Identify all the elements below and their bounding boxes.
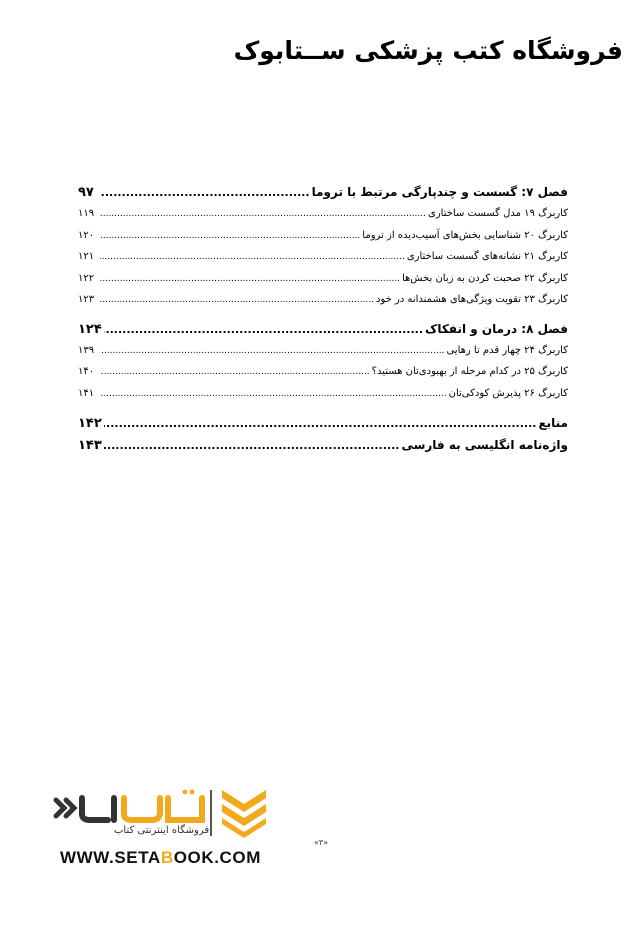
toc-item[interactable] xyxy=(78,361,568,383)
toc-page-number: ۱۲۳ xyxy=(78,294,95,305)
toc-item-title: کاربرگ ۲۱ نشانه‌های گسست ساختاری xyxy=(406,251,568,262)
setabook-logo[interactable] xyxy=(52,784,274,842)
toc-page-number: ۹۷ xyxy=(78,185,94,200)
toc-chapter-title: منابع xyxy=(538,416,568,430)
toc-leader-dots xyxy=(104,413,537,435)
toc-item-title: کاربرگ ۱۹ مدل گسست ساختاری xyxy=(428,208,568,219)
toc-item[interactable] xyxy=(78,268,568,290)
toc-leader-dots xyxy=(104,319,423,341)
toc-chapter-title: فصل ۷: گسست و چندپارگی مرتبط با تروما xyxy=(311,185,568,199)
toc-item-title: کاربرگ ۲۰ شناسایی بخش‌های آسیب‌دیده از تروما xyxy=(362,229,568,241)
toc-leader-dots xyxy=(100,384,447,406)
website-suffix: OOK.COM xyxy=(173,848,262,867)
toc-page-number: ۱۴۳ xyxy=(78,438,102,453)
toc-page-number: ۱۳۹ xyxy=(78,344,95,356)
toc-page-number: ۱۲۴ xyxy=(78,321,102,337)
table-of-contents xyxy=(78,181,568,456)
toc-item[interactable] xyxy=(78,340,568,362)
logo-chevron-icon xyxy=(222,790,266,838)
toc-item[interactable] xyxy=(78,225,568,247)
toc-page-number: ۱۴۱ xyxy=(78,387,95,399)
toc-references[interactable] xyxy=(78,412,568,434)
toc-page-number: ۱۲۰ xyxy=(78,229,95,241)
toc-chapter-title: واژه‌نامه انگلیسی به فارسی xyxy=(401,438,568,452)
toc-leader-dots xyxy=(100,290,374,312)
toc-page-number: ۱۱۹ xyxy=(78,208,95,219)
toc-item[interactable] xyxy=(78,203,568,225)
toc-spacer xyxy=(78,404,568,412)
website-url[interactable] xyxy=(60,848,261,868)
website-prefix: WWW.SETA xyxy=(60,848,161,867)
logo-divider xyxy=(210,790,212,836)
logo-wordmark-icon xyxy=(56,790,202,820)
toc-item[interactable] xyxy=(78,246,568,268)
toc-leader-dots xyxy=(100,247,405,269)
toc-leader-dots xyxy=(100,182,310,204)
toc-page-number: ۱۲۲ xyxy=(78,272,95,284)
toc-page-number: ۱۴۰ xyxy=(78,366,95,377)
toc-chapter-8[interactable] xyxy=(78,318,568,340)
toc-leader-dots xyxy=(100,204,426,226)
toc-item-title: کاربرگ ۲۳ تقویت ویژگی‌های هشمندانه در خود xyxy=(376,294,568,305)
toc-leader-dots xyxy=(100,226,360,248)
toc-chapter-title: فصل ۸: درمان و انفکاک xyxy=(425,321,568,336)
toc-item-title: کاربرگ ۲۲ صحبت کردن به زبان بخش‌ها xyxy=(401,272,568,284)
toc-glossary[interactable] xyxy=(78,434,568,456)
toc-item-title: کاربرگ ۲۶ پذیرش کودکی‌تان xyxy=(448,387,568,399)
toc-page-number: ۱۴۲ xyxy=(78,416,102,431)
toc-item-title: کاربرگ ۲۵ در کدام مرحله از بهبودی‌تان هستید؟ xyxy=(371,366,568,377)
website-accent: B xyxy=(160,848,174,867)
store-title: فروشگاه کتب پزشکی ســتابوک xyxy=(233,36,623,65)
toc-leader-dots xyxy=(104,435,400,457)
toc-leader-dots xyxy=(100,341,444,363)
toc-leader-dots xyxy=(100,269,400,291)
toc-spacer xyxy=(78,311,568,318)
toc-item-title: کاربرگ ۲۴ چهار قدم تا رهایی xyxy=(446,344,568,356)
logo-subtitle: فروشگاه اینترنتی کتاب xyxy=(114,825,210,836)
toc-leader-dots xyxy=(100,362,370,384)
toc-chapter-7[interactable] xyxy=(78,181,568,203)
toc-item[interactable] xyxy=(78,383,568,405)
toc-item[interactable] xyxy=(78,289,568,311)
page-number: «۳» xyxy=(314,838,329,847)
toc-page-number: ۱۲۱ xyxy=(78,251,95,262)
